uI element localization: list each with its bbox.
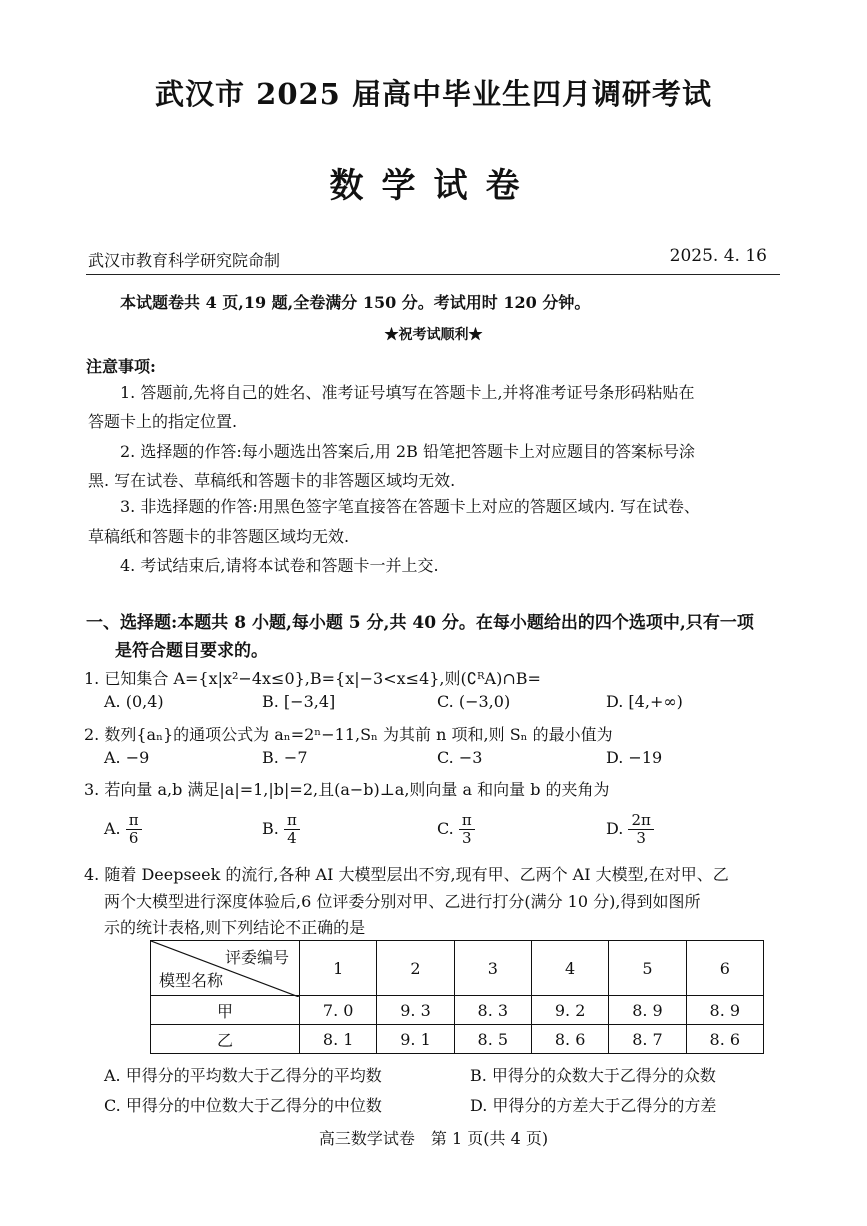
fraction-numerator: 2π xyxy=(628,812,653,830)
question-2-option-a: A. −9 xyxy=(104,748,150,767)
question-3-option-a xyxy=(104,812,142,847)
question-1-stem: 1. 已知集合 A={x|x²−4x≤0},B={x|−3<x≤4},则(∁ᴿA)∩B= xyxy=(84,669,541,688)
table-row xyxy=(151,996,764,1025)
exam-date: 2025. 4. 16 xyxy=(669,246,767,266)
notice-item-4-line1: 4. 考试结束后,请将本试卷和答题卡一并上交. xyxy=(120,556,439,575)
notice-item-3-line2: 草稿纸和答题卡的非答题区域均无效. xyxy=(88,527,350,546)
fraction xyxy=(628,812,653,847)
exam-subtitle: 数学试卷 xyxy=(329,166,538,206)
question-3-option-d xyxy=(606,812,654,847)
question-3-option-c xyxy=(437,812,475,847)
section-1-heading-line2: 是符合题目要求的。 xyxy=(115,641,268,661)
column-header: 6 xyxy=(686,941,763,996)
notice-item-1-line2: 答题卡上的指定位置. xyxy=(88,412,238,431)
section-1-heading-line1: 一、选择题:本题共 8 小题,每小题 5 分,共 40 分。在每小题给出的四个选项中,只有一项 xyxy=(86,613,754,633)
question-1-option-a: A. (0,4) xyxy=(104,692,164,711)
table-row xyxy=(151,1025,764,1054)
option-label: B. xyxy=(262,819,279,838)
exam-title: 武汉市 2025 届高中毕业生四月调研考试 xyxy=(155,77,712,111)
row-name: 乙 xyxy=(151,1025,300,1054)
question-2-stem: 2. 数列{aₙ}的通项公式为 aₙ=2ⁿ−11,Sₙ 为其前 n 项和,则 Sₙ 的最小值为 xyxy=(84,725,613,744)
table-cell: 8. 6 xyxy=(531,1025,608,1054)
fraction-denominator: 3 xyxy=(462,829,472,847)
notice-item-2-line2: 黑. 写在试卷、草稿纸和答题卡的非答题区域均无效. xyxy=(88,471,456,490)
table-cell: 9. 2 xyxy=(531,996,608,1025)
fraction-denominator: 6 xyxy=(128,829,139,847)
notice-heading: 注意事项: xyxy=(86,357,156,376)
column-header: 5 xyxy=(609,941,686,996)
question-1-option-d: D. [4,+∞) xyxy=(606,692,683,711)
notice-item-1-line1: 1. 答题前,先将自己的姓名、准考证号填写在答题卡上,并将准考证号条形码粘贴在 xyxy=(120,383,695,402)
table-header-row xyxy=(151,941,764,996)
question-4-option-c: C. 甲得分的中位数大于乙得分的中位数 xyxy=(104,1096,382,1115)
table-cell: 8. 3 xyxy=(454,996,531,1025)
fraction-denominator: 4 xyxy=(287,829,297,847)
fraction xyxy=(459,812,475,847)
score-table xyxy=(150,940,764,1054)
column-header: 2 xyxy=(377,941,454,996)
table-cell: 8. 6 xyxy=(686,1025,763,1054)
table-cell: 8. 1 xyxy=(300,1025,377,1054)
table-cell: 8. 9 xyxy=(609,996,686,1025)
header-divider xyxy=(86,274,780,275)
issuer: 武汉市教育科学研究院命制 xyxy=(88,251,281,270)
table-cell: 8. 5 xyxy=(454,1025,531,1054)
fraction xyxy=(284,812,300,847)
question-2-option-b: B. −7 xyxy=(262,748,308,767)
column-header: 3 xyxy=(454,941,531,996)
option-label: D. xyxy=(606,819,624,838)
question-3-option-b xyxy=(262,812,300,847)
question-4-option-b: B. 甲得分的众数大于乙得分的众数 xyxy=(470,1066,716,1085)
fraction-numerator: π xyxy=(126,812,142,830)
question-2-option-c: C. −3 xyxy=(437,748,483,767)
column-header: 1 xyxy=(300,941,377,996)
question-2-option-d: D. −19 xyxy=(606,748,663,767)
table-cell: 8. 7 xyxy=(609,1025,686,1054)
notice-item-2-line1: 2. 选择题的作答:每小题选出答案后,用 2B 铅笔把答题卡上对应题目的答案标号涂 xyxy=(120,442,695,461)
column-header: 4 xyxy=(531,941,608,996)
corner-label-model: 模型名称 xyxy=(159,971,224,990)
corner-label-judge: 评委编号 xyxy=(224,948,289,967)
table-cell: 7. 0 xyxy=(300,996,377,1025)
option-label: A. xyxy=(104,819,121,838)
table-corner-cell xyxy=(151,941,300,996)
fraction-denominator: 3 xyxy=(636,829,646,847)
option-label: C. xyxy=(437,819,454,838)
table-cell: 8. 9 xyxy=(686,996,763,1025)
question-4-option-d: D. 甲得分的方差大于乙得分的方差 xyxy=(470,1096,717,1115)
fraction-numerator: π xyxy=(284,812,300,830)
notice-item-3-line1: 3. 非选择题的作答:用黑色签字笔直接答在答题卡上对应的答题区域内. 写在试卷、 xyxy=(120,497,700,516)
question-4-stem-line3: 示的统计表格,则下列结论不正确的是 xyxy=(104,918,366,937)
table-cell: 9. 3 xyxy=(377,996,454,1025)
table-cell: 9. 1 xyxy=(377,1025,454,1054)
wish-text: ★祝考试顺利★ xyxy=(384,327,483,343)
question-4-stem-line2: 两个大模型进行深度体验后,6 位评委分别对甲、乙进行打分(满分 10 分),得到如图所 xyxy=(104,892,701,911)
question-1-option-c: C. (−3,0) xyxy=(437,692,511,711)
question-4-stem-line1: 4. 随着 Deepseek 的流行,各种 AI 大模型层出不穷,现有甲、乙两个 AI 大模型,在对甲、乙 xyxy=(84,865,729,884)
row-name: 甲 xyxy=(151,996,300,1025)
question-4-option-a: A. 甲得分的平均数大于乙得分的平均数 xyxy=(104,1066,382,1085)
page-footer: 高三数学试卷 第 1 页(共 4 页) xyxy=(318,1129,549,1148)
question-1-option-b: B. [−3,4] xyxy=(262,692,336,711)
question-3-stem: 3. 若向量 a,b 满足|a|=1,|b|=2,且(a−b)⊥a,则向量 a 和向量 b 的夹角为 xyxy=(84,780,610,799)
fraction xyxy=(126,812,142,847)
fraction-numerator: π xyxy=(459,812,475,830)
intro-text: 本试题卷共 4 页,19 题,全卷满分 150 分。考试用时 120 分钟。 xyxy=(120,293,591,312)
